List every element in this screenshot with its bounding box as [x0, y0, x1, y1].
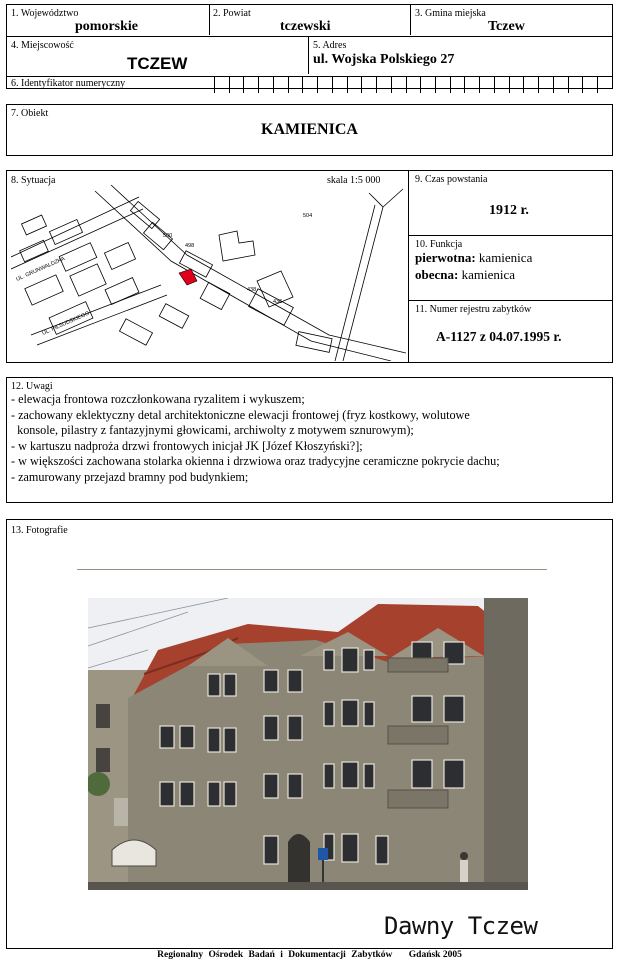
- uwagi-line: - zachowany eklektyczny detal architektoniczne elewacji frontowej (fryz kostkowy, wolutowe: [11, 407, 470, 422]
- situation-map: [11, 185, 406, 361]
- map-building: [159, 304, 189, 329]
- fotografie-label: 13. Fotografie: [11, 525, 68, 536]
- map-street: [111, 185, 406, 353]
- wojewodztwo-label: 1. Województwo: [11, 8, 79, 19]
- footer-institution: Regionalny Ośrodek Badań i Dokumentacji Zabytków: [157, 950, 393, 960]
- funkcja-pierwotna: [415, 250, 532, 266]
- map-building: [49, 220, 82, 245]
- gmina-label: 3. Gmina miejska: [415, 8, 486, 19]
- rejestr-label: 11. Numer rejestru zabytków: [415, 304, 532, 315]
- map-building: [219, 231, 255, 261]
- header-table: [6, 4, 613, 89]
- powiat-value: tczewski: [280, 19, 331, 34]
- funkcja-obecna-key: obecna:: [415, 267, 459, 282]
- uwagi-label: 12. Uwagi: [11, 381, 53, 392]
- sytuacja-label: 8. Sytuacja: [11, 175, 56, 186]
- obiekt-label: 7. Obiekt: [11, 108, 49, 119]
- map-label: 436: [273, 299, 283, 305]
- map-building: [25, 275, 63, 305]
- map-street: [335, 205, 375, 361]
- footer-place: Gdańsk 2005: [408, 950, 462, 960]
- map-scale: skala 1:5 000: [327, 175, 381, 186]
- identyfikator-label: 6. Identyfikator numeryczny: [11, 78, 126, 89]
- czas-box: [408, 170, 613, 236]
- uwagi-line: - w kartuszu nadproża drzwi frontowych inicjał JK [Józef Kłoszyński?];: [11, 438, 363, 453]
- map-label: 504: [303, 213, 313, 219]
- funkcja-obecna: [415, 267, 515, 283]
- miejscowosc-value: TCZEW: [127, 54, 188, 73]
- funkcja-label: 10. Funkcja: [415, 239, 463, 250]
- building-photo: [88, 598, 528, 890]
- uwagi-list: [11, 392, 500, 485]
- map-building: [249, 289, 294, 325]
- map-street: [95, 191, 391, 361]
- funkcja-obecna-value: kamienica: [461, 267, 516, 282]
- map-label: UL. GRUNWALDZKA: [15, 255, 66, 283]
- obiekt-value: KAMIENICA: [261, 121, 358, 138]
- uwagi-line: konsole, pilastry z fantazyjnymi głowicami, archiwolty z motywem sznurowym);: [11, 423, 414, 437]
- uwagi-line: - w większości zachowana stolarka okienna i drzwiowa oraz tradycyjne ceramiczne pokrycie dachu;: [11, 454, 500, 468]
- funkcja-pierwotna-key: pierwotna:: [415, 250, 476, 265]
- footer: [0, 950, 619, 960]
- identyfikator-cells: [214, 76, 612, 93]
- uwagi-box: [6, 377, 613, 503]
- map-building: [70, 264, 106, 296]
- map-label: UL. PIŁSUDSKIEGO: [41, 310, 91, 337]
- map-label: 498: [185, 243, 195, 249]
- map-street: [37, 295, 167, 345]
- map-building: [104, 242, 135, 269]
- funkcja-pierwotna-value: kamienica: [478, 250, 533, 265]
- map-street: [11, 197, 139, 257]
- miejscowosc-label: 4. Miejscowość: [11, 40, 74, 51]
- adres-value: ul. Wojska Polskiego 27: [313, 52, 455, 67]
- map-building: [119, 319, 152, 345]
- map-label: 438: [247, 287, 257, 293]
- map-label: 500: [163, 233, 173, 239]
- powiat-label: 2. Powiat: [213, 8, 251, 19]
- adres-label: 5. Adres: [313, 40, 347, 51]
- obiekt-box: [6, 104, 613, 156]
- map-street: [343, 207, 383, 361]
- sytuacja-box: [6, 170, 409, 363]
- watermark: Dawny Tczew: [384, 912, 538, 940]
- map-street: [11, 209, 143, 269]
- gmina-value: Tczew: [488, 19, 525, 34]
- funkcja-box: [408, 235, 613, 301]
- czas-label: 9. Czas powstania: [415, 174, 488, 185]
- uwagi-line: - zamurowany przejazd bramny pod budynkiem;: [11, 469, 249, 484]
- map-building: [22, 215, 47, 235]
- czas-value: 1912 r.: [489, 203, 529, 218]
- wojewodztwo-value: pomorskie: [75, 19, 138, 34]
- rejestr-box: [408, 300, 613, 363]
- map-street: [369, 189, 403, 207]
- photo-divider: [77, 569, 547, 570]
- uwagi-line: - elewacja frontowa rozczłonkowana ryzalitem i wykuszem;: [11, 392, 305, 406]
- rejestr-value: A-1127 z 04.07.1995 r.: [436, 329, 562, 344]
